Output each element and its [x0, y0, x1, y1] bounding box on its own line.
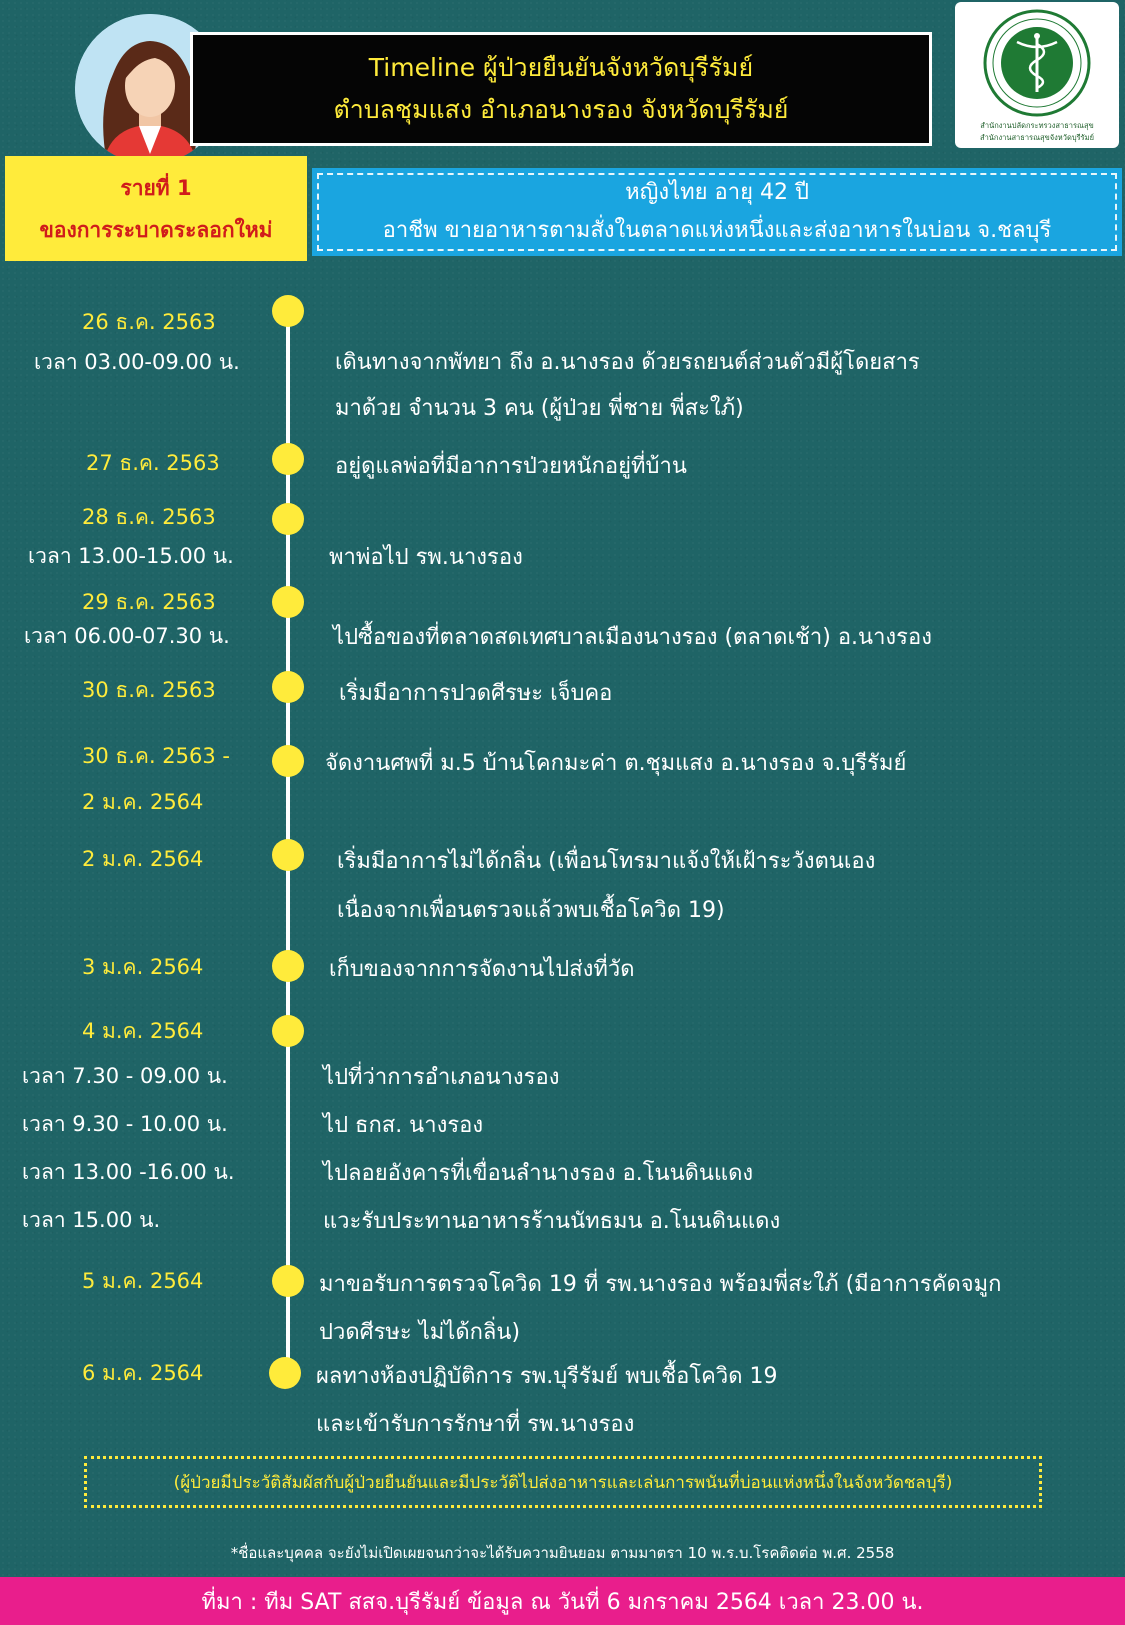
timeline-event: เนื่องจากเพื่อนตรวจแล้วพบเชื้อโควิด 19): [337, 898, 725, 923]
timeline-time: เวลา 06.00-07.30 น.: [24, 624, 230, 648]
timeline-date: 26 ธ.ค. 2563: [82, 310, 216, 334]
timeline-event: ไปลอยอังคารที่เขื่อนลำนางรอง อ.โนนดินแดง: [323, 1161, 754, 1186]
timeline-dot: [272, 1015, 304, 1047]
timeline-event: เดินทางจากพัทยา ถึง อ.นางรอง ด้วยรถยนต์ส่วนตัวมีผู้โดยสาร: [335, 350, 920, 375]
timeline-event: และเข้ารับการรักษาที่ รพ.นางรอง: [316, 1412, 635, 1437]
title-line-2: ตำบลชุมแสง อำเภอนางรอง จังหวัดบุรีรัมย์: [333, 95, 789, 124]
case-wave: ของการระบาดระลอกใหม่: [39, 217, 273, 242]
privacy-footnote: *ชื่อและบุคคล จะยังไม่เปิดเผยจนกว่าจะได้รับความยินยอม ตามมาตรา 10 พ.ร.บ.โรคติดต่อ พ.ศ. 2558: [230, 1544, 895, 1562]
timeline-dot: [272, 503, 304, 535]
patient-occupation: อาชีพ ขายอาหารตามสั่งในตลาดแห่งหนึ่งและส่งอาหารในบ่อน จ.ชลบุรี: [382, 218, 1052, 243]
timeline-event: พาพ่อไป รพ.นางรอง: [329, 545, 523, 570]
title-line-1: Timeline ผู้ป่วยยืนยันจังหวัดบุรีรัมย์: [368, 53, 754, 82]
timeline-date: 6 ม.ค. 2564: [82, 1361, 204, 1385]
timeline-date: 3 ม.ค. 2564: [82, 955, 204, 979]
timeline-date: 2 ม.ค. 2564: [82, 847, 204, 871]
note-text: (ผู้ป่วยมีประวัติสัมผัสกับผู้ป่วยยืนยันและมีประวัติไปส่งอาหารและเล่นการพนันที่บ่อนแห่งหนึ่งในจังหวัดชลบุรี): [173, 1472, 953, 1493]
timeline-date: 27 ธ.ค. 2563: [86, 451, 220, 475]
timeline-dot: [272, 586, 304, 618]
timeline-time: เวลา 13.00 -16.00 น.: [22, 1160, 235, 1184]
ministry-logo: [955, 2, 1119, 148]
timeline-time: เวลา 03.00-09.00 น.: [34, 350, 240, 374]
timeline-dot: [272, 671, 304, 703]
source-text: ที่มา : ทีม SAT สสจ.บุรีรัมย์ ข้อมูล ณ วันที่ 6 มกราคม 2564 เวลา 23.00 น.: [201, 1589, 924, 1615]
timeline-dot: [272, 295, 304, 327]
timeline-event: เก็บของจากการจัดงานไปส่งที่วัด: [329, 957, 635, 982]
timeline-dot: [269, 1357, 301, 1389]
timeline-time: เวลา 9.30 - 10.00 น.: [22, 1112, 228, 1136]
timeline-dot: [272, 1265, 304, 1297]
timeline-event: เริ่มมีอาการปวดศีรษะ เจ็บคอ: [339, 681, 613, 706]
timeline-dot: [272, 950, 304, 982]
timeline-event: มาขอรับการตรวจโควิด 19 ที่ รพ.นางรอง พร้อมพี่สะใภ้ (มีอาการคัดจมูก: [319, 1272, 1002, 1297]
timeline-event: ไปที่ว่าการอำเภอนางรอง: [323, 1065, 560, 1090]
timeline-event: จัดงานศพที่ ม.5 บ้านโคกมะค่า ต.ชุมแสง อ.นางรอง จ.บุรีรัมย์: [325, 751, 907, 776]
case-number: รายที่ 1: [120, 175, 192, 200]
timeline-time: เวลา 7.30 - 09.00 น.: [22, 1064, 228, 1088]
logo-caption-1: สำนักงานปลัดกระทรวงสาธารณสุข: [980, 121, 1094, 130]
timeline-event: ผลทางห้องปฏิบัติการ รพ.บุรีรัมย์ พบเชื้อโควิด 19: [316, 1364, 778, 1389]
case-label-box: [5, 156, 307, 261]
timeline-date: 4 ม.ค. 2564: [82, 1019, 204, 1043]
timeline-date-end: 2 ม.ค. 2564: [82, 790, 204, 814]
timeline-event: ปวดศีรษะ ไม่ได้กลิ่น): [319, 1320, 521, 1345]
ministry-logo-icon: [975, 8, 1099, 118]
timeline-dot: [272, 839, 304, 871]
timeline-date: 30 ธ.ค. 2563: [82, 678, 216, 702]
timeline-event: มาด้วย จำนวน 3 คน (ผู้ป่วย พี่ชาย พี่สะใภ้): [335, 396, 744, 421]
timeline-event: แวะรับประทานอาหารร้านนัทธมน อ.โนนดินแดง: [323, 1209, 781, 1234]
timeline-date: 30 ธ.ค. 2563 -: [82, 744, 230, 768]
timeline-dot: [272, 745, 304, 777]
patient-info-box: [312, 168, 1122, 256]
timeline-time: เวลา 15.00 น.: [22, 1208, 161, 1232]
timeline-event: อยู่ดูแลพ่อที่มีอาการป่วยหนักอยู่ที่บ้าน: [335, 454, 687, 479]
patient-demographics: หญิงไทย อายุ 42 ปี: [625, 180, 809, 205]
timeline-date: 29 ธ.ค. 2563: [82, 590, 216, 614]
timeline-date: 28 ธ.ค. 2563: [82, 505, 216, 529]
contact-history-note: [84, 1456, 1042, 1508]
timeline-time: เวลา 13.00-15.00 น.: [28, 544, 234, 568]
timeline-event: ไป ธกส. นางรอง: [323, 1113, 484, 1138]
timeline-event: เริ่มมีอาการไม่ได้กลิ่น (เพื่อนโทรมาแจ้งให้เฝ้าระวังตนเอง: [337, 849, 876, 874]
timeline-date: 5 ม.ค. 2564: [82, 1269, 204, 1293]
source-bar: [0, 1577, 1125, 1625]
timeline-dot: [272, 443, 304, 475]
logo-caption-2: สำนักงานสาธารณสุขจังหวัดบุรีรัมย์: [980, 133, 1094, 142]
timeline-event: ไปซื้อของที่ตลาดสดเทศบาลเมืองนางรอง (ตลาดเช้า) อ.นางรอง: [333, 625, 932, 650]
title-banner: [190, 32, 932, 146]
